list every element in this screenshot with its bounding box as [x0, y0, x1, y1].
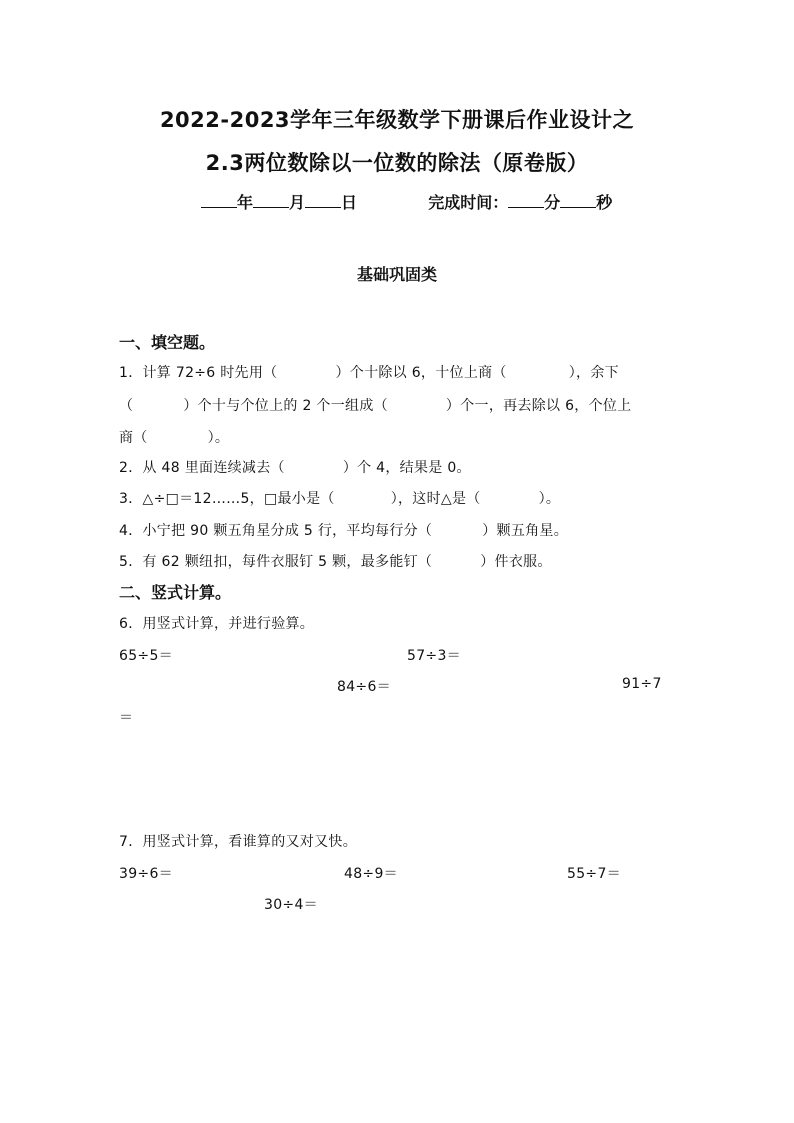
q6-item-2: 57÷3＝ — [407, 648, 461, 664]
month-blank[interactable] — [253, 193, 289, 208]
q1-text-f: ）个一，再去除以 6，个位上 — [445, 398, 632, 414]
month-label: 月 — [289, 193, 306, 212]
category-heading: 基础巩固类 — [356, 265, 437, 284]
question-1-line-2 — [119, 395, 631, 415]
q1-text-d: （ — [119, 398, 134, 414]
question-1-line-1 — [119, 362, 619, 382]
q3-text-c: ）。 — [538, 491, 561, 507]
q2-text-b: ）个 4，结果是 0。 — [342, 460, 471, 476]
question-1-line-3 — [119, 427, 229, 447]
q6-item-1: 65÷5＝ — [119, 648, 173, 664]
q3-text-b: ），这时△是（ — [390, 491, 481, 507]
q1-text-b: ）个十除以 6，十位上商（ — [335, 365, 507, 381]
time-label: 完成时间： — [428, 193, 509, 212]
day-blank[interactable] — [305, 193, 341, 208]
question-5 — [119, 551, 552, 571]
question-7: 7．用竖式计算，看谁算的又对又快。 — [119, 834, 358, 850]
year-blank[interactable] — [201, 193, 237, 208]
q6-item-3: 84÷6＝ — [337, 679, 391, 695]
q7-item-2: 48÷9＝ — [344, 866, 398, 882]
title-line-1: 2022-2023学年三年级数学下册课后作业设计之 — [159, 108, 635, 132]
q1-text-e: ）个十与个位上的 2 个一组成（ — [183, 398, 388, 414]
question-6: 6．用竖式计算，并进行验算。 — [119, 616, 315, 632]
question-3 — [119, 488, 560, 508]
q7-item-4: 30÷4＝ — [264, 897, 318, 913]
second-blank[interactable] — [560, 193, 596, 208]
q1-text-c: ），余下 — [568, 365, 619, 381]
section-fill-blank-heading: 一、填空题。 — [119, 333, 216, 352]
day-label: 日 — [341, 193, 358, 212]
q1-text-h: ）。 — [207, 430, 230, 446]
q1-text-a: 1．计算 72÷6 时先用（ — [119, 365, 278, 381]
section-vertical-calc-heading: 二、竖式计算。 — [119, 583, 232, 602]
q7-item-3: 55÷7＝ — [567, 866, 621, 882]
q4-text-b: ）颗五角星。 — [482, 523, 569, 539]
date-time-row — [201, 190, 612, 213]
q7-item-1: 39÷6＝ — [119, 866, 173, 882]
second-label: 秒 — [596, 193, 613, 212]
q6-item-4-equals: ＝ — [119, 710, 134, 726]
minute-label: 分 — [544, 193, 561, 212]
q1-text-g: 商（ — [119, 430, 148, 446]
q5-text-a: 5．有 62 颗纽扣，每件衣服钉 5 颗，最多能钉（ — [119, 554, 433, 570]
title-line-2: 2.3两位数除以一位数的除法（原卷版） — [205, 151, 589, 175]
q4-text-a: 4．小宁把 90 颗五角星分成 5 行，平均每行分（ — [119, 523, 433, 539]
minute-blank[interactable] — [508, 193, 544, 208]
question-2 — [119, 457, 471, 477]
q6-item-4: 91÷7 — [622, 676, 662, 692]
q2-text-a: 2．从 48 里面连续减去（ — [119, 460, 285, 476]
year-label: 年 — [237, 193, 254, 212]
q3-text-a: 3．△÷□＝12……5，□最小是（ — [119, 491, 335, 507]
question-4 — [119, 520, 568, 540]
q5-text-b: ）件衣服。 — [480, 554, 552, 570]
